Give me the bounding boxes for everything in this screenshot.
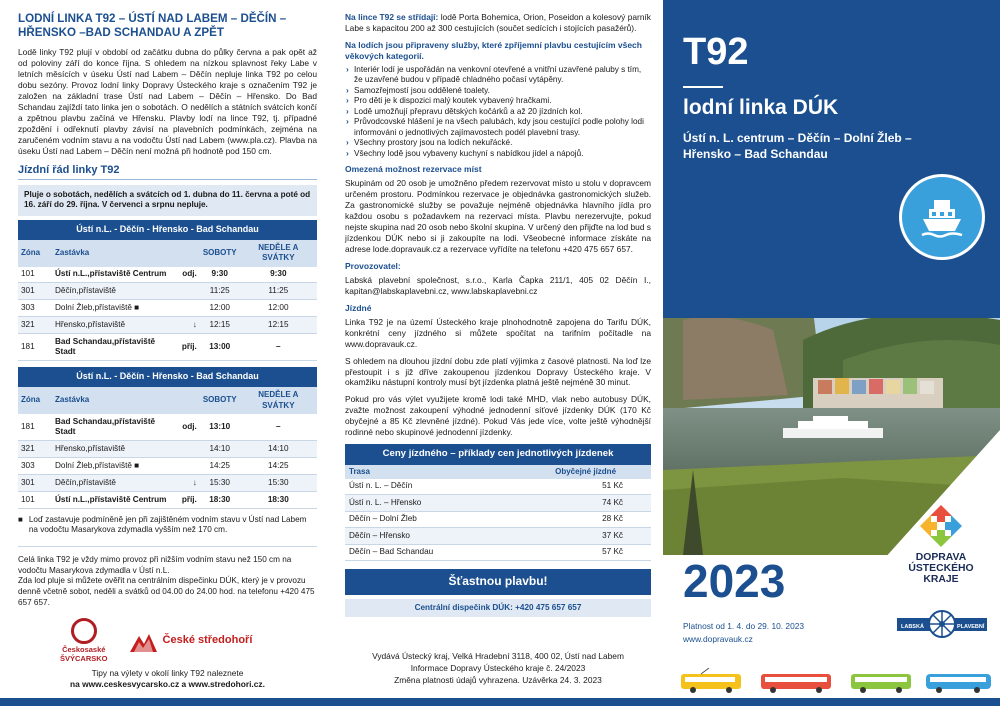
price-value: 37 Kč <box>520 528 651 544</box>
fares-text-1: Linka T92 je na území Ústeckého kraje plnohodnotně zapojena do Tarifu DÚK, konkrétní ceny jízdného si můžete spočítat na tarifním počítadle na www.dopravauk.cz. <box>345 316 651 349</box>
timetable-heading: Jízdní řád linky T92 <box>18 163 317 180</box>
cell-zone: 301 <box>18 283 52 300</box>
table-row <box>18 441 317 458</box>
service-item: › Interiér lodí je uspořádán na venkovní otevřené a vnitřní uzavřené paluby s tím, že uzavřené budou v případě chladného počasí vytápěny. <box>345 65 651 86</box>
logo-text: ŠVÝCARSKO <box>60 653 108 663</box>
service-item: › Pro děti je k dispozici malý koutek vybavený hračkami. <box>345 96 651 107</box>
cell-stop: Dolní Žleb,přístaviště ■ <box>52 300 178 317</box>
happy-sailing-banner: Šťastnou plavbu! <box>345 569 651 595</box>
price-route: Děčín – Bad Schandau <box>345 544 520 560</box>
operating-days-notice: Pluje o sobotách, nedělích a svátcích od 1. dubna do 11. června a poté od 16. září do 29. října. V červenci a srpnu nepluje. <box>18 185 317 216</box>
cell-zone: 303 <box>18 300 52 317</box>
service-item: › Lodě umožňují přepravu dětských kočárků a až 20 jízdních kol. <box>345 107 651 118</box>
cell-flag: příj. <box>178 491 200 508</box>
service-item: › Průvodcovské hlášení je na všech palubách, kdy jsou cestující podle polohy lodi informováni o jednotlivých zajímavostech podél plavební trasy. <box>345 117 651 138</box>
service-item: › Všechny prostory jsou na lodích nekuřácké. <box>345 138 651 149</box>
price-row <box>345 528 651 544</box>
cell-flag <box>178 458 200 475</box>
cell-stop: Ústí n.L.,přístaviště Centrum <box>52 267 178 283</box>
cell-saturday: 11:25 <box>200 283 240 300</box>
table-row <box>18 414 317 441</box>
footnote <box>18 515 317 536</box>
price-table-title: Ceny jízdného – příklady cen jednotlivých jízdenek <box>345 444 651 464</box>
cell-saturday: 13:00 <box>200 333 240 361</box>
cell-zone: 321 <box>18 317 52 334</box>
ships-label: Na lince T92 se střídají: <box>345 12 439 22</box>
cell-flag <box>178 283 200 300</box>
cell-zone: 101 <box>18 491 52 508</box>
logo-text: Českosaské <box>62 645 106 654</box>
col-sundays: NEDĚLE A SVÁTKY <box>240 387 317 414</box>
service-item: › Samozřejmostí jsou oddělené toalety. <box>345 86 651 97</box>
tram-icon <box>761 674 831 693</box>
bottom-bar <box>0 698 1000 706</box>
cell-zone: 101 <box>18 267 52 283</box>
col-saturdays: SOBOTY <box>200 240 240 267</box>
cell-stop: Bad Schandau,přístaviště Stadt <box>52 414 178 441</box>
table-row <box>18 475 317 492</box>
trip-tips-links[interactable]: na www.ceskesvycarsko.cz a www.stredohori.cz. <box>70 678 265 689</box>
cover-line-number: T92 <box>683 31 749 73</box>
imprint-line: Informace Dopravy Ústeckého kraje č. 24/2023 <box>410 663 586 674</box>
cover-route: Ústí n. L. centrum – Děčín – Dolní Žleb – Hřensko – Bad Schandau <box>683 131 912 162</box>
labska-text-left: LABSKÁ <box>901 624 924 630</box>
cell-sunday: 15:30 <box>240 475 317 492</box>
water-level-info <box>18 546 317 608</box>
col-sundays: NEDĚLE A SVÁTKY <box>240 240 317 267</box>
cell-zone: 301 <box>18 475 52 492</box>
table-row <box>18 317 317 334</box>
intro-text: Lodě linky T92 plují v období od začátku dubna do půlky června a pak opět až od poloviny září do konce října. S ohledem na nízkou splavnost řeky Labe v letních měsících v úseku Ústí nad Labem – Děčín nepluje linka T92 po celou dobu sezóny. Provoz lodní linky Dopravy Ústeckého kraje s označením T92 je založen na základní trase Ústí nad Labem – Děčín – Hřensko. Do Bad Schandau zajíždí tato linka jen o sobotách. O nedělích a státních svátcích končí a zpětnou plavbu začíná ve Hřensku. Plavby lodí na lince T92, tj. případné zpoždění i odřeknutí plavby závisí na plavebních podmínkách, zejména na zaručeném vodním stavu a na vodočtu Ústí nad Labem (www.pla.cz). Plavba na úseku Ústí nad Labem – Děčín není možná při hodnotě pod 150 cm. <box>18 47 317 156</box>
logo-ceskosaske-svycarsko <box>60 618 108 663</box>
operator-heading: Provozovatel: <box>345 260 401 271</box>
cell-stop: Hřensko,přístaviště <box>52 317 178 334</box>
col-price: Obyčejné jízdné <box>520 465 651 479</box>
cell-sunday: 9:30 <box>240 267 317 283</box>
table-row <box>18 300 317 317</box>
cell-saturday: 12:00 <box>200 300 240 317</box>
price-row <box>345 495 651 511</box>
cell-sunday: 12:00 <box>240 300 317 317</box>
water-level-text: Celá linka T92 je vždy mimo provoz při nižším vodním stavu než 150 cm na vodočtu Masarykova zdymadla v Ústí n.L. <box>18 555 292 575</box>
price-value: 51 Kč <box>520 479 651 495</box>
trolleybus-icon <box>681 668 741 693</box>
reservation-text: Skupinám od 20 osob je umožněno předem rezervovat místo u stolu v dopravcem určeném prostoru. Podmínkou rezervace je objednávka gastronomických služeb. Za gastronomické služby se považuje nejméně objednávka hlavního jídla pro každou osobu s požadavkem na rezervaci místa. Plavbu nerezervujte, pokud nejste skupina nad 20 osob nebo školní skupina. V určený den přijďte na lod bud s jízdenkou DÚK nebo si ji zakoupíte na lodi. Všeobecné informace získáte na adrese lode.dopravauk.cz a rezervace vyřídíte na telefonu +420 475 657 657. <box>345 178 651 255</box>
imprint <box>345 650 651 687</box>
cell-saturday: 14:10 <box>200 441 240 458</box>
table-row <box>18 458 317 475</box>
column-services <box>333 0 663 706</box>
service-item: › Všechny lodě jsou vybaveny kuchyní s nabídkou jídel a nápojů. <box>345 149 651 160</box>
cell-saturday: 15:30 <box>200 475 240 492</box>
footnote-text: Loď zastavuje podmíněně jen při zajištěném vodním stavu v Ústí nad Labem na vodočtu Masarykova zdymadla vyšším než 170 cm. <box>28 514 307 535</box>
col-zone: Zóna <box>18 240 52 267</box>
footnote-marker: ■ <box>18 514 23 524</box>
table-row <box>18 491 317 508</box>
logo-ceske-stredohori <box>128 626 253 656</box>
labska-text-right: PLAVEBNÍ <box>957 624 985 630</box>
vehicles-icons <box>681 668 991 694</box>
cell-saturday: 9:30 <box>200 267 240 283</box>
col-saturdays: SOBOTY <box>200 387 240 414</box>
cell-zone: 303 <box>18 458 52 475</box>
price-route: Děčín – Hřensko <box>345 528 520 544</box>
validity-info <box>683 620 804 647</box>
price-value: 74 Kč <box>520 495 651 511</box>
cell-zone: 181 <box>18 414 52 441</box>
validity-text: Platnost od 1. 4. do 29. 10. 2023 <box>683 621 805 631</box>
cell-saturday: 18:30 <box>200 491 240 508</box>
train-icon <box>926 674 991 693</box>
table-row <box>18 283 317 300</box>
column-timetable <box>0 0 333 706</box>
table-row <box>18 267 317 283</box>
fares-text-2: S ohledem na dlouhou jízdní dobu zde platí výjimka z časové platnosti. Na loď lze přestoupit i s již dříve zakoupenou jízdenkou Dopravy Ústeckého kraje. V okamžiku nástupní kontroly musí být jízdenka platná ještě nejméně 30 minut. <box>345 355 651 388</box>
services-heading: Na lodích jsou připraveny služby, které zpříjemní plavbu cestujícím všech věkových kategorií. <box>345 39 642 61</box>
ship-badge <box>899 174 985 260</box>
labska-plavebni-logo <box>897 604 987 644</box>
cell-stop: Ústí n.L.,přístaviště Centrum <box>52 491 178 508</box>
column-cover <box>663 0 1000 706</box>
logo-circle-icon <box>71 618 97 644</box>
cell-stop: Děčín,přístaviště <box>52 283 178 300</box>
price-row <box>345 544 651 560</box>
duk-logo <box>898 503 984 586</box>
logo-text: České středohoří <box>162 634 253 647</box>
bus-icon <box>851 674 911 693</box>
price-row <box>345 511 651 527</box>
timetable-route-title: Ústí n.L. - Děčín - Hřensko - Bad Schandau <box>18 220 317 240</box>
cell-stop: Děčín,přístaviště <box>52 475 178 492</box>
col-zone: Zóna <box>18 387 52 414</box>
price-value: 28 Kč <box>520 511 651 527</box>
price-row <box>345 479 651 495</box>
services-list <box>345 65 651 160</box>
imprint-line: Vydává Ústecký kraj, Velká Hradební 3118, 400 02, Ústí nad Labem <box>372 651 624 661</box>
cell-saturday: 13:10 <box>200 414 240 441</box>
cover-year: 2023 <box>683 555 786 607</box>
cell-flag: odj. <box>178 414 200 441</box>
cell-flag <box>178 441 200 458</box>
cell-stop: Dolní Žleb,přístaviště ■ <box>52 458 178 475</box>
central-dispatch: Centrální dispečink DÚK: +420 475 657 657 <box>345 599 651 618</box>
cell-sunday: – <box>240 414 317 441</box>
cell-sunday: – <box>240 333 317 361</box>
ship-icon <box>917 192 967 242</box>
col-route: Trasa <box>345 465 520 479</box>
cell-flag: odj. <box>178 267 200 283</box>
duk-text-line: DOPRAVA <box>915 552 967 563</box>
main-title: LODNÍ LINKA T92 – ÚSTÍ NAD LABEM – DĚČÍN – HŘENSKO –BAD SCHANDAU A ZPĚT <box>18 12 287 40</box>
col-stop: Zastávka <box>52 240 200 267</box>
cell-saturday: 14:25 <box>200 458 240 475</box>
duk-arrows-icon <box>918 503 964 549</box>
dispatch-check-text: Zda lod pluje si můžete ověřit na centrálním dispečinku DÚK, který je v provozu denně včetně sobot, neděli a svátků od 04.00 do 24.00 hod. na telefonu +420 475 657 657. <box>18 576 315 607</box>
timetable-return <box>18 367 317 508</box>
fares-text-3: Pokud pro vás výlet využijete kromě lodi také MHD, vlak nebo autobusy DÚK, zvažte možnost zakoupení výhodné jednodenní síťové jízdenky DÚK (170 Kč obyčejné a 85 Kč zlevněné jízdné). Pokud Vás jede více, volte ještě výhodnější rodinné nebo skupinové jednodenní jízdenky. <box>345 394 651 438</box>
table-row <box>18 333 317 361</box>
cell-saturday: 12:15 <box>200 317 240 334</box>
price-table <box>345 444 651 561</box>
cell-flag <box>178 300 200 317</box>
cell-stop: Bad Schandau,přístaviště Stadt <box>52 333 178 361</box>
price-route: Děčín – Dolní Žleb <box>345 511 520 527</box>
website-link[interactable]: www.dopravauk.cz <box>683 634 753 645</box>
cell-flag: ↓ <box>178 475 200 492</box>
partner-logos <box>60 618 252 663</box>
cell-sunday: 11:25 <box>240 283 317 300</box>
col-stop: Zastávka <box>52 387 200 414</box>
cover-divider <box>683 86 723 88</box>
cell-flag: příj. <box>178 333 200 361</box>
price-value: 57 Kč <box>520 544 651 560</box>
cell-sunday: 18:30 <box>240 491 317 508</box>
timetable-route-title: Ústí n.L. - Děčín - Hřensko - Bad Schandau <box>18 367 317 387</box>
duk-text-line: KRAJE <box>923 573 959 585</box>
price-route: Ústí n. L. – Hřensko <box>345 495 520 511</box>
cell-sunday: 14:10 <box>240 441 317 458</box>
cell-zone: 181 <box>18 333 52 361</box>
timetable-outbound <box>18 220 317 361</box>
cell-flag: ↓ <box>178 317 200 334</box>
fares-heading: Jízdné <box>345 302 372 313</box>
mountain-icon <box>128 626 158 656</box>
duk-text-line: ÚSTECKÉHO <box>908 562 974 574</box>
price-route: Ústí n. L. – Děčín <box>345 479 520 495</box>
operator-text: Labská plavební společnost, s.r.o., Karla Čapka 211/1, 405 02 Děčín I., kapitan@labskaplavebni.cz, www.labskaplavebni.cz <box>345 274 651 296</box>
trip-tips <box>20 668 315 690</box>
cell-sunday: 12:15 <box>240 317 317 334</box>
cell-stop: Hřensko,přístaviště <box>52 441 178 458</box>
reservation-heading: Omezená možnost rezervace míst <box>345 164 482 175</box>
cell-zone: 321 <box>18 441 52 458</box>
ships-info <box>345 12 651 34</box>
imprint-line: Změna platnosti údajů vyhrazena. Uzávěrka 24. 3. 2023 <box>394 675 602 686</box>
cell-sunday: 14:25 <box>240 458 317 475</box>
duk-logo-text <box>908 553 973 586</box>
cover-subtitle: lodní linka DÚK <box>683 96 839 119</box>
ships-text: lodě Porta Bohemica, Orion, Poseidon a kolesový parník Labe s kapacitou 200 až 300 cestujících (součet sedících i stojících pasažérů). <box>345 12 651 33</box>
trip-tips-line: Tipy na výlety v okolí linky T92 naleznete <box>91 668 244 678</box>
